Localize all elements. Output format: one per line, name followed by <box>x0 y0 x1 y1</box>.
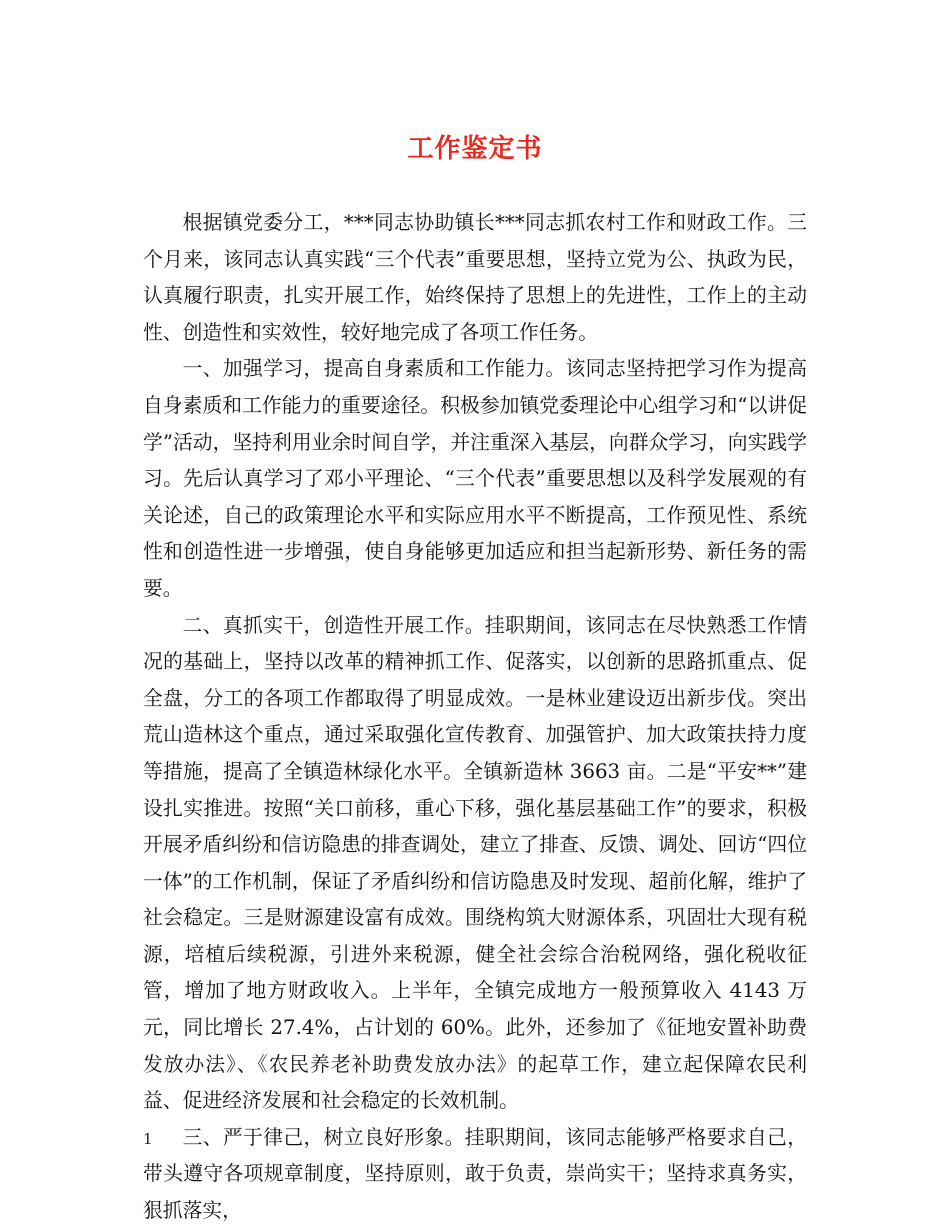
document-body <box>143 205 807 1230</box>
page-number: 1 <box>143 1130 153 1148</box>
paragraph-section-2: 二、真抓实干，创造性开展工作。挂职期间，该同志在尽快熟悉工作情况的基础上，坚持以改革的精神抓工作、促落实，以创新的思路抓重点、促全盘，分工的各项工作都取得了明显成效。一是林业建设迈出新步伐。突出荒山造林这个重点，通过采取强化宣传教育、加强管护、加大政策扶持力度等措施，提高了全镇造林绿化水平。全镇新造林 3663 亩。二是“平安**”建设扎实推进。按照“关口前移，重心下移，强化基层基础工作”的要求，积极开展矛盾纠纷和信访隐患的排查调处，建立了排查、反馈、调处、回访“四位一体”的工作机制，保证了矛盾纠纷和信访隐患及时发现、超前化解，维护了社会稳定。三是财源建设富有成效。围绕构筑大财源体系，巩固壮大现有税源，培植后续税源，引进外来税源，健全社会综合治税网络，强化税收征管，增加了地方财政收入。上半年，全镇完成地方一般预算收入 4143 万元，同比增长 27.4%，占计划的 60%。此外，还参加了《征地安置补助费发放办法》、《农民养老补助费发放办法》的起草工作，建立起保障农民利益、促进经济发展和社会稳定的长效机制。 <box>143 613 807 1113</box>
document-title: 工作鉴定书 <box>407 134 543 164</box>
paragraph-section-3: 三、严于律己，树立良好形象。挂职期间，该同志能够严格要求自己，带头遵守各项规章制度，坚持原则，敢于负责，崇尚实干；坚持求真务实，狠抓落实， <box>143 1125 807 1223</box>
paragraph-section-1: 一、加强学习，提高自身素质和工作能力。该同志坚持把学习作为提高自身素质和工作能力的重要途径。积极参加镇党委理论中心组学习和“以讲促学”活动，坚持利用业余时间自学，并注重深入基层，向群众学习，向实践学习。先后认真学习了邓小平理论、“三个代表”重要思想以及科学发展观的有关论述，自己的政策理论水平和实际应用水平不断提高，工作预见性、系统性和创造性进一步增强，使自身能够更加适应和担当起新形势、新任务的需要。 <box>143 357 807 600</box>
paragraph-intro: 根据镇党委分工，***同志协助镇长***同志抓农村工作和财政工作。三个月来，该同志认真实践“三个代表”重要思想，坚持立党为公、执政为民，认真履行职责，扎实开展工作，始终保持了思想上的先进性，工作上的主动性、创造性和实效性，较好地完成了各项工作任务。 <box>143 211 807 344</box>
